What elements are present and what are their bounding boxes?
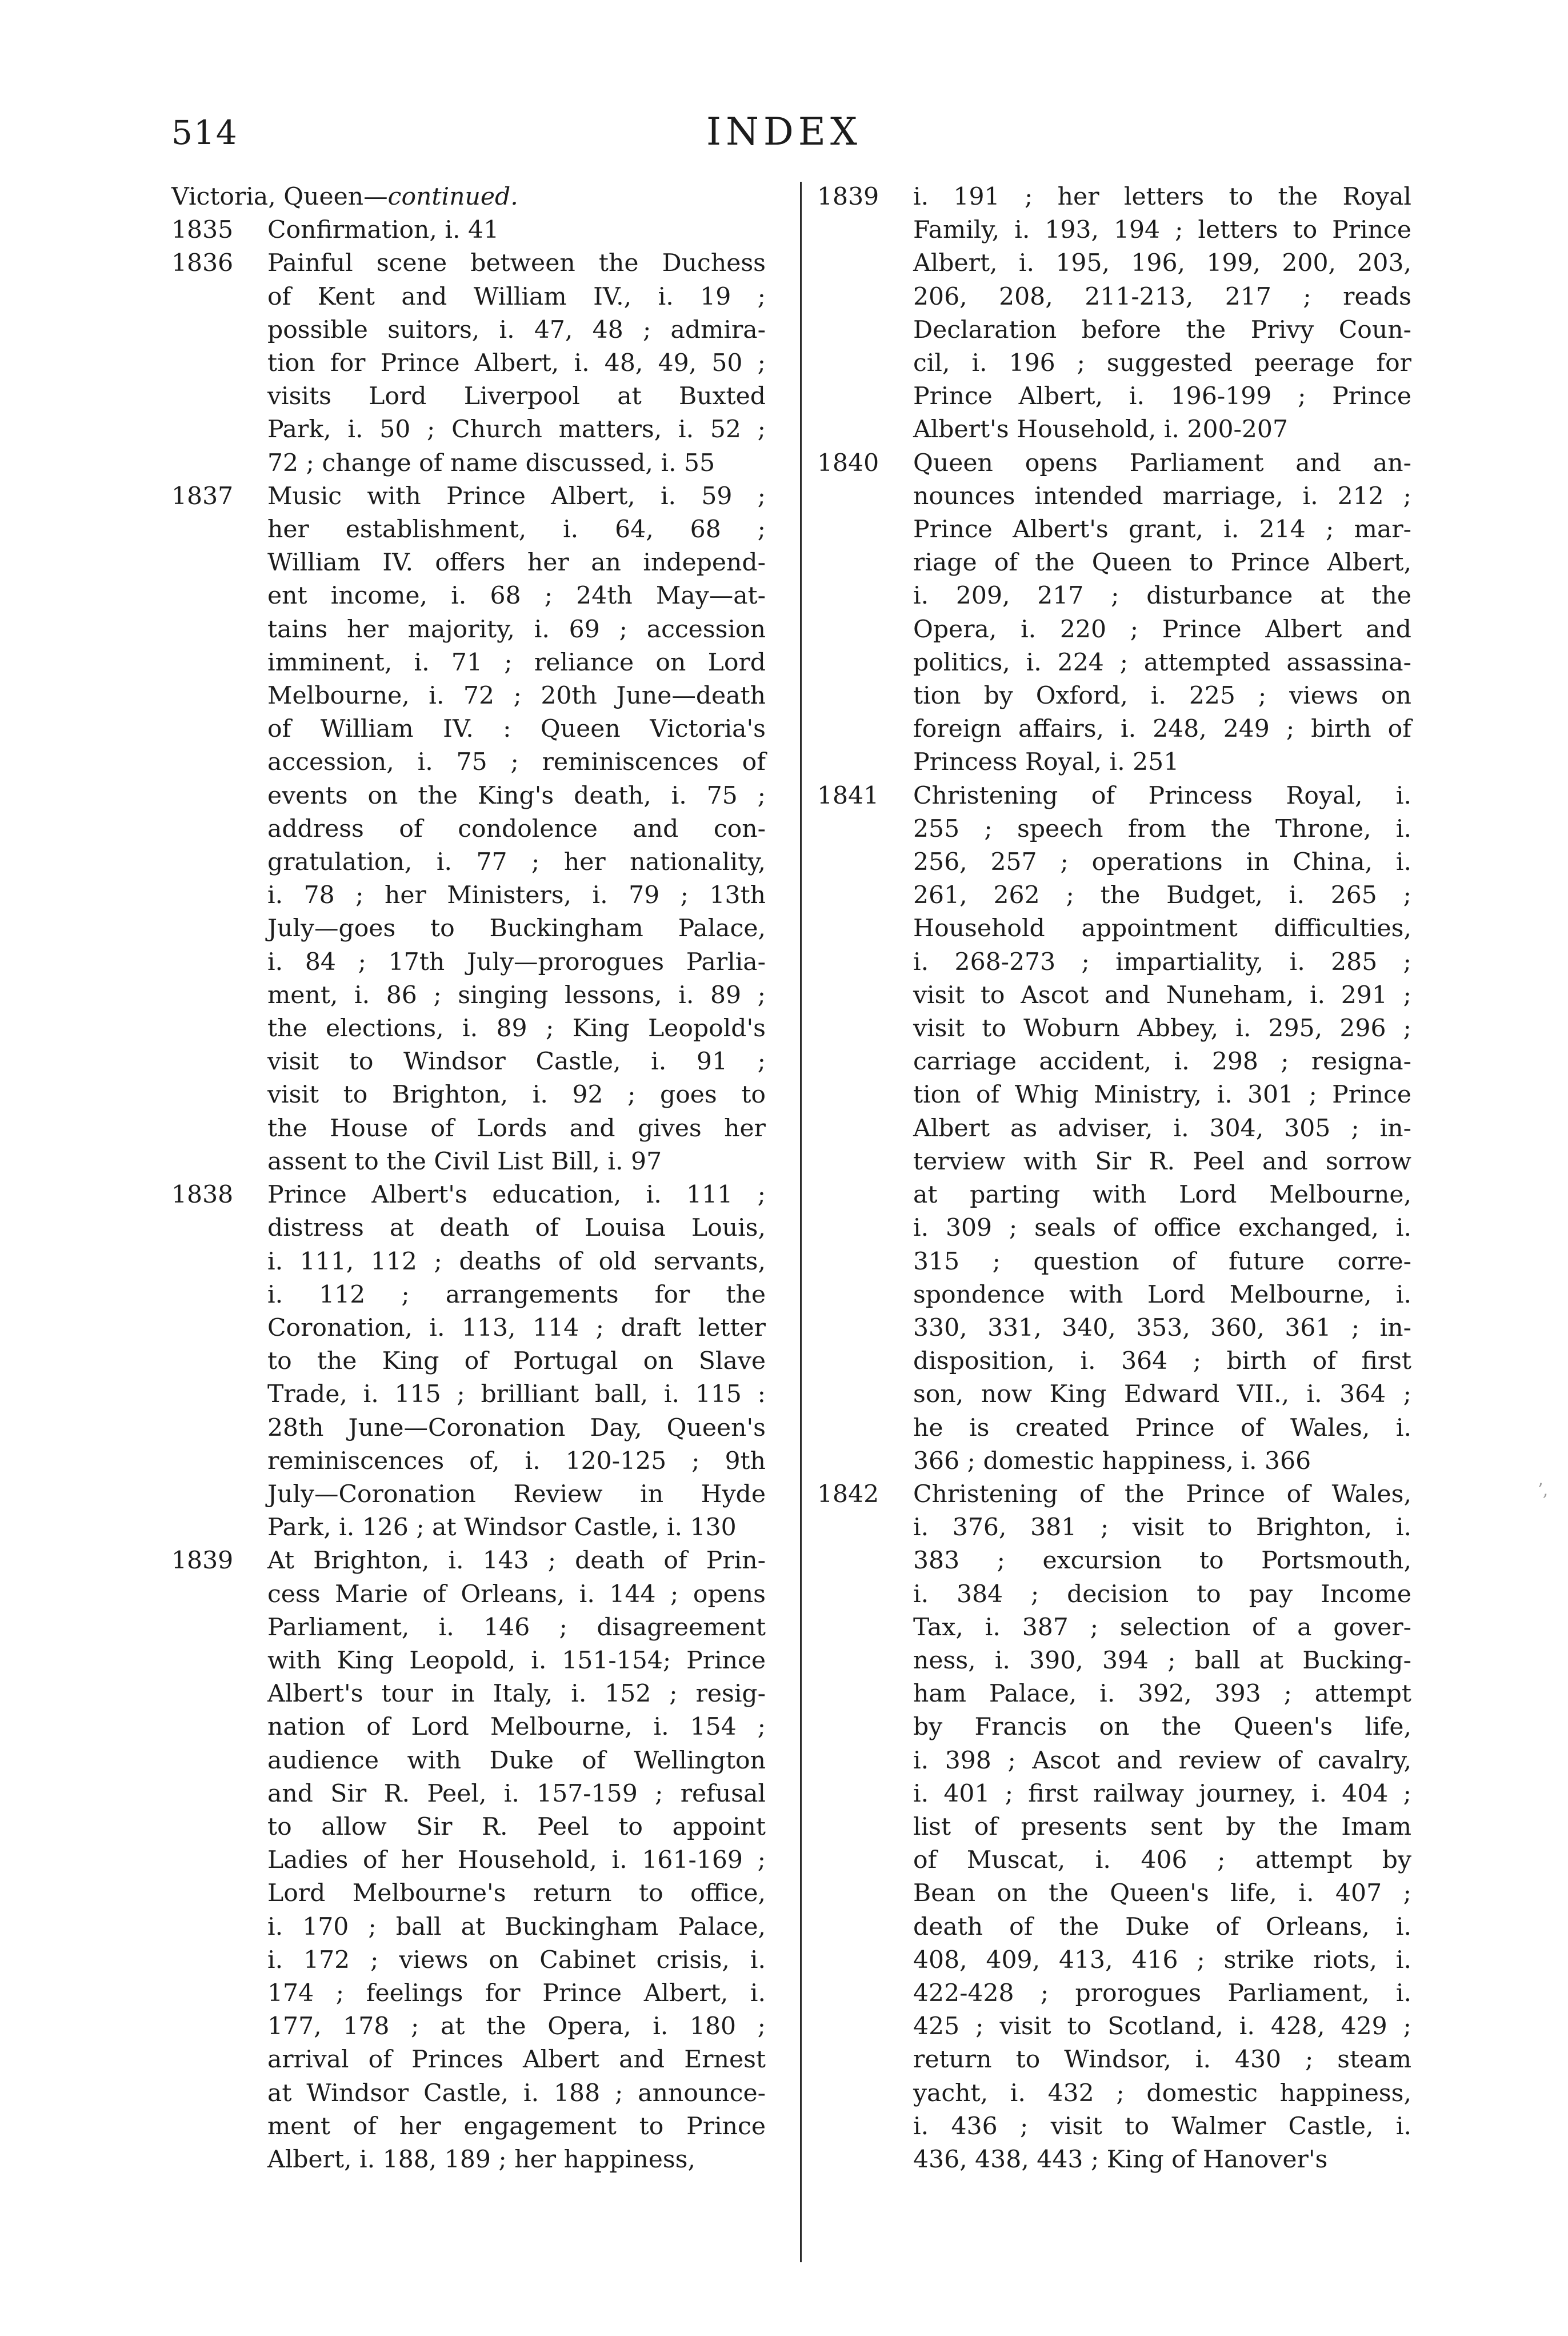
entry-line: son, now King Edward VII., i. 364 ; [913,1380,1411,1409]
entry-line: i. 384 ; decision to pay Income [913,1580,1411,1608]
entry-line: 256, 257 ; operations in China, i. [913,848,1411,877]
entry-line: visit to Brighton, i. 92 ; goes to [267,1081,766,1109]
entry-line: gratulation, i. 77 ; her nationality, [267,848,766,877]
entry-line: assent to the Civil List Bill, i. 97 [267,1147,662,1176]
entry-line: Opera, i. 220 ; Prince Albert and [913,615,1411,644]
entry-line: return to Windsor, i. 430 ; steam [913,2046,1411,2074]
index-entry [817,780,1411,1478]
entry-line: Ladies of her Household, i. 161-169 ; [267,1846,766,1875]
entry-line: death of the Duke of Orleans, i. [913,1912,1411,1941]
entry-line: Prince Albert, i. 196-199 ; Prince [913,382,1411,411]
entry-line: 366 ; domestic happiness, i. 366 [913,1447,1311,1475]
entry-line: terview with Sir R. Peel and sorrow [913,1147,1411,1176]
entry-line: 330, 331, 340, 353, 360, 361 ; in- [913,1313,1411,1342]
entry-line: 425 ; visit to Scotland, i. 428, 429 ; [913,2012,1411,2041]
right-column [817,181,1411,2177]
entry-line: Declaration before the Privy Coun- [913,316,1411,344]
entry-line: 28th June—Coronation Day, Queen's [267,1413,766,1442]
entry-year: 1839 [817,183,879,211]
entry-year: 1840 [817,449,879,477]
entry-line: the House of Lords and gives her [267,1114,766,1143]
entry-line: 408, 409, 413, 416 ; strike riots, i. [913,1946,1411,1974]
index-entry [171,480,766,1179]
entry-line: Melbourne, i. 72 ; 20th June—death [267,682,766,710]
entry-line: nounces intended marriage, i. 212 ; [913,482,1411,510]
entry-line: 72 ; change of name discussed, i. 55 [267,449,715,477]
entry-year: 1838 [171,1181,234,1209]
entry-line: ness, i. 390, 394 ; ball at Bucking- [913,1646,1411,1675]
entry-line: arrival of Princes Albert and Ernest [267,2046,766,2074]
heading-continued: continued. [387,183,518,211]
entry-line: events on the King's death, i. 75 ; [267,781,766,810]
entry-line: Christening of Princess Royal, i. [913,781,1411,810]
entry-line: possible suitors, i. 47, 48 ; admira- [267,316,766,344]
entry-line: Painful scene between the Duchess [267,249,766,278]
entry-line: Parliament, i. 146 ; disagreement [267,1613,766,1642]
entry-line: 174 ; feelings for Prince Albert, i. [267,1979,766,2007]
entry-line: i. 309 ; seals of office exchanged, i. [913,1214,1411,1243]
entry-line: i. 401 ; first railway journey, i. 404 ; [913,1779,1411,1808]
entry-line: Household appointment difficulties, [913,915,1411,943]
entry-line: visit to Ascot and Nuneham, i. 291 ; [913,981,1411,1009]
entry-line: Albert's tour in Italy, i. 152 ; resig- [267,1680,766,1708]
entry-line: visit to Woburn Abbey, i. 295, 296 ; [913,1015,1411,1043]
entry-line: Prince Albert's education, i. 111 ; [267,1181,766,1209]
entry-line: Albert as adviser, i. 304, 305 ; in- [913,1114,1411,1143]
entry-year: 1836 [171,249,234,278]
index-entry [171,1544,766,2177]
entry-line: July—goes to Buckingham Palace, [267,915,766,943]
entry-line: foreign affairs, i. 248, 249 ; birth of [913,715,1411,744]
entry-line: i. 398 ; Ascot and review of cavalry, [913,1746,1411,1775]
entry-year: 1839 [171,1547,234,1575]
entry-line: July—Coronation Review in Hyde [267,1480,766,1508]
entry-line: 383 ; excursion to Portsmouth, [913,1547,1411,1575]
index-entry [817,1478,1411,2177]
entry-line: at parting with Lord Melbourne, [913,1181,1411,1209]
entry-line: nation of Lord Melbourne, i. 154 ; [267,1713,766,1742]
entry-line: Christening of the Prince of Wales, [913,1480,1411,1508]
entry-line: i. 191 ; her letters to the Royal [913,183,1411,211]
entry-line: i. 84 ; 17th July—prorogues Parlia- [267,948,766,976]
entry-line: 422-428 ; prorogues Parliament, i. [913,1979,1411,2007]
entry-line: audience with Duke of Wellington [267,1746,766,1775]
entry-line: by Francis on the Queen's life, [913,1713,1411,1742]
entry-line: of Kent and William IV., i. 19 ; [267,282,766,311]
entry-line: Coronation, i. 113, 114 ; draft letter [267,1313,766,1342]
entry-line: Park, i. 126 ; at Windsor Castle, i. 130 [267,1514,737,1542]
entry-line: Princess Royal, i. 251 [913,748,1179,777]
entry-line: at Windsor Castle, i. 188 ; announce- [267,2079,766,2107]
entry-line: i. 112 ; arrangements for the [267,1280,766,1309]
index-entry [171,247,766,480]
column-divider [800,182,802,2262]
entry-line: Albert, i. 195, 196, 199, 200, 203, [913,249,1411,278]
entry-line: the elections, i. 89 ; King Leopold's [267,1015,766,1043]
index-entry [817,447,1411,780]
entry-line: distress at death of Louisa Louis, [267,1214,766,1243]
entry-line: Bean on the Queen's life, i. 407 ; [913,1879,1411,1908]
page-title: INDEX [706,110,862,154]
entry-line: tion for Prince Albert, i. 48, 49, 50 ; [267,349,766,378]
entry-year: 1841 [817,781,879,810]
entry-line: Albert, i. 188, 189 ; her happiness, [267,2145,695,2174]
entry-line: 261, 262 ; the Budget, i. 265 ; [913,881,1411,910]
entry-line: i. 436 ; visit to Walmer Castle, i. [913,2112,1411,2141]
entry-year: 1842 [817,1480,879,1508]
entry-line: Lord Melbourne's return to office, [267,1879,766,1908]
entry-line: spondence with Lord Melbourne, i. [913,1280,1411,1309]
entry-line: 436, 438, 443 ; King of Hanover's [913,2145,1328,2174]
entry-line: carriage accident, i. 298 ; resigna- [913,1048,1411,1076]
entry-line: of William IV. : Queen Victoria's [267,715,766,744]
entry-line: reminiscences of, i. 120-125 ; 9th [267,1447,766,1475]
entry-year: 1835 [171,216,234,245]
entry-line: visits Lord Liverpool at Buxted [267,382,766,411]
page-number: 514 [171,113,238,152]
entry-line: address of condolence and con- [267,814,766,843]
entry-line: Trade, i. 115 ; brilliant ball, i. 115 : [267,1380,766,1409]
entry-line: Confirmation, i. 41 [267,216,499,245]
index-heading [171,181,766,214]
entry-line: visit to Windsor Castle, i. 91 ; [267,1048,766,1076]
index-entry [171,1179,766,1544]
entry-line: William IV. offers her an independ- [267,549,766,577]
entry-line: i. 172 ; views on Cabinet crisis, i. [267,1946,766,1974]
entry-line: i. 111, 112 ; deaths of old servants, [267,1247,766,1276]
entry-line: and Sir R. Peel, i. 157-159 ; refusal [267,1779,766,1808]
entry-line: At Brighton, i. 143 ; death of Prin- [267,1547,766,1575]
entry-line: to allow Sir R. Peel to appoint [267,1812,766,1841]
entry-line: i. 376, 381 ; visit to Brighton, i. [913,1514,1411,1542]
entry-line: 177, 178 ; at the Opera, i. 180 ; [267,2012,766,2041]
entry-line: ent income, i. 68 ; 24th May—at- [267,582,766,610]
entry-line: of Muscat, i. 406 ; attempt by [913,1846,1411,1875]
entry-line: 255 ; speech from the Throne, i. [913,814,1411,843]
entry-line: Albert's Household, i. 200-207 [913,416,1289,444]
index-entry [817,181,1411,447]
entry-line: ment of her engagement to Prince [267,2112,766,2141]
index-entry [171,214,766,247]
entry-line: Music with Prince Albert, i. 59 ; [267,482,766,510]
entry-line: Family, i. 193, 194 ; letters to Prince [913,216,1411,245]
entry-line: ham Palace, i. 392, 393 ; attempt [913,1680,1411,1708]
entry-line: i. 78 ; her Ministers, i. 79 ; 13th [267,881,766,910]
entry-line: Park, i. 50 ; Church matters, i. 52 ; [267,416,766,444]
left-column [171,181,766,2177]
entry-line: her establishment, i. 64, 68 ; [267,516,766,544]
entry-year: 1837 [171,482,234,510]
entry-line: riage of the Queen to Prince Albert, [913,549,1411,577]
entry-line: i. 209, 217 ; disturbance at the [913,582,1411,610]
entry-line: Tax, i. 387 ; selection of a gover- [913,1613,1411,1642]
entry-line: imminent, i. 71 ; reliance on Lord [267,648,766,677]
entry-line: i. 268-273 ; impartiality, i. 285 ; [913,948,1411,976]
entry-line: Queen opens Parliament and an- [913,449,1411,477]
entry-line: Prince Albert's grant, i. 214 ; mar- [913,516,1411,544]
heading-prefix: Victoria, Queen— [171,183,388,211]
entry-line: 206, 208, 211-213, 217 ; reads [913,282,1411,311]
entry-line: tion of Whig Ministry, i. 301 ; Prince [913,1081,1411,1109]
entry-line: to the King of Portugal on Slave [267,1347,766,1376]
margin-mark: ʼ‚ [1537,1480,1549,1500]
entry-line: accession, i. 75 ; reminiscences of [267,748,766,777]
entry-line: he is created Prince of Wales, i. [913,1413,1411,1442]
entry-line: politics, i. 224 ; attempted assassina- [913,648,1411,677]
entry-line: tains her majority, i. 69 ; accession [267,615,766,644]
entry-line: i. 170 ; ball at Buckingham Palace, [267,1912,766,1941]
entry-line: ment, i. 86 ; singing lessons, i. 89 ; [267,981,766,1009]
entry-line: cil, i. 196 ; suggested peerage for [913,349,1411,378]
entry-line: yacht, i. 432 ; domestic happiness, [913,2079,1411,2107]
entry-line: cess Marie of Orleans, i. 144 ; opens [267,1580,766,1608]
entry-line: disposition, i. 364 ; birth of first [913,1347,1411,1376]
entry-line: 315 ; question of future corre- [913,1247,1411,1276]
entry-line: list of presents sent by the Imam [913,1812,1411,1841]
entry-line: with King Leopold, i. 151-154; Prince [267,1646,766,1675]
entry-line: tion by Oxford, i. 225 ; views on [913,682,1411,710]
